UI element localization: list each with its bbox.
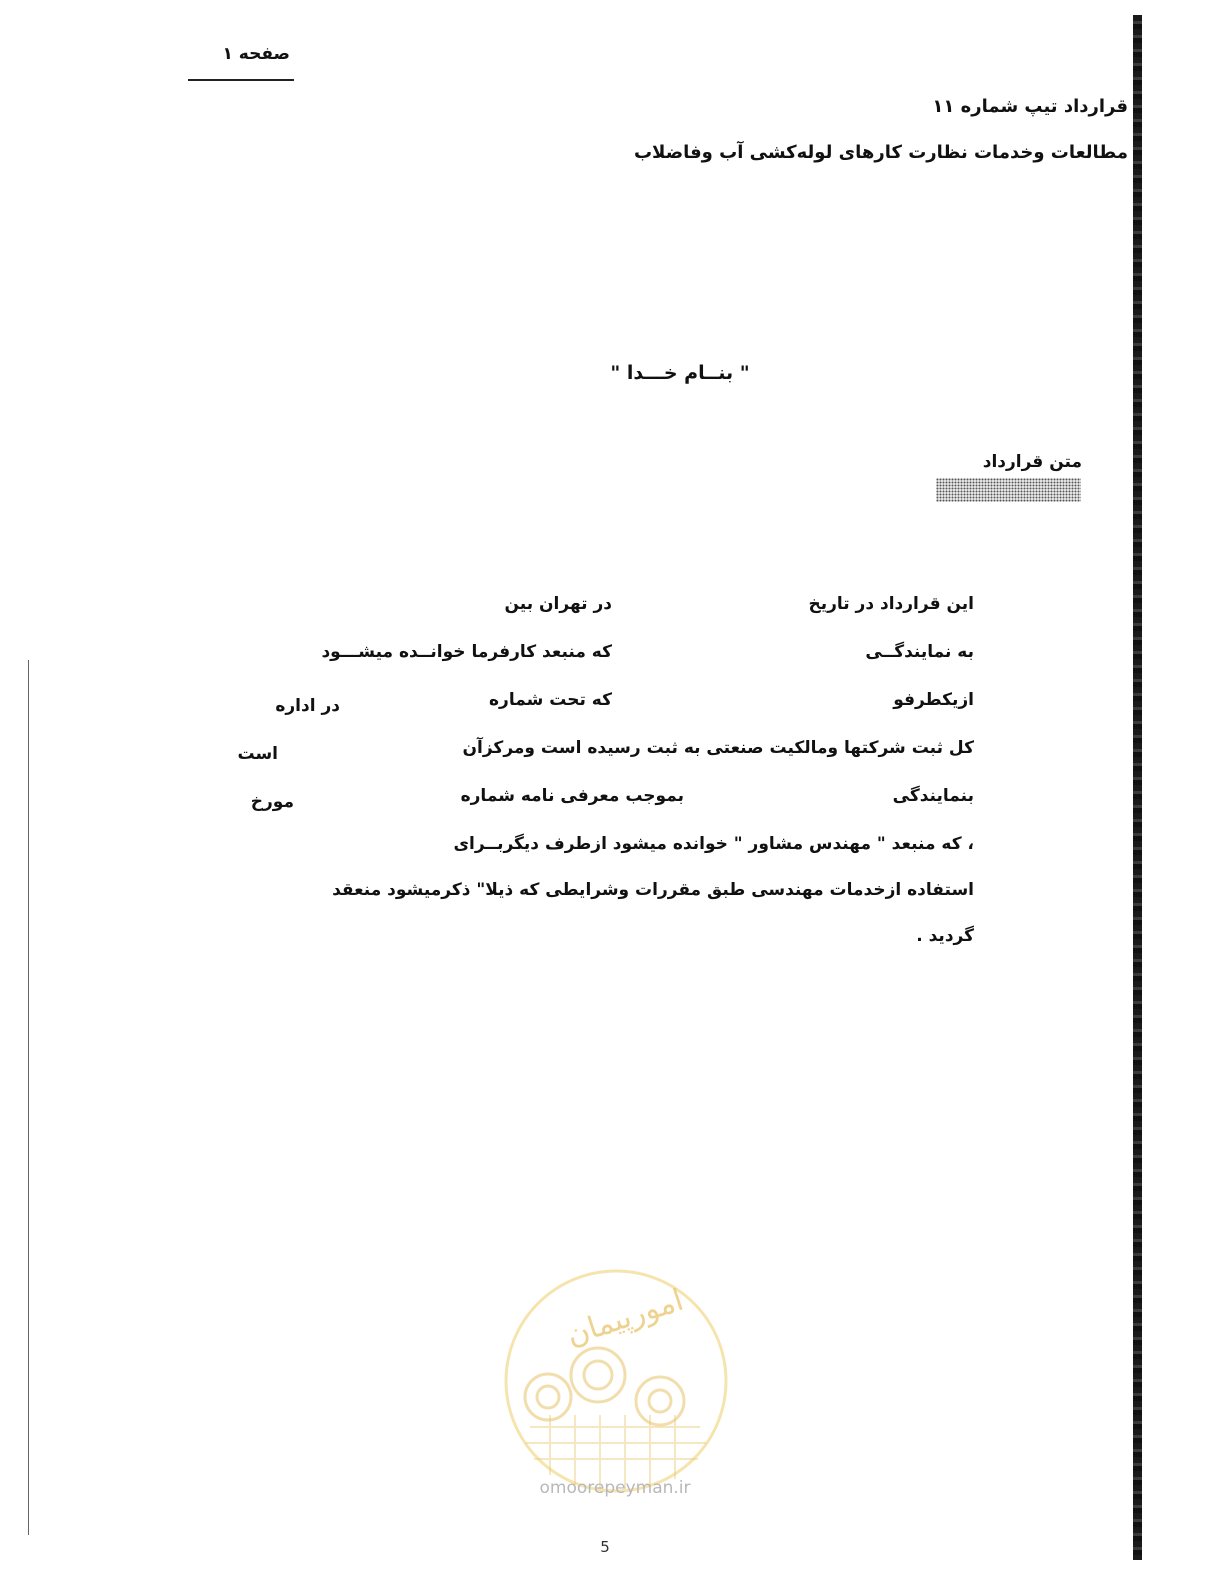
contract-line-5-date: مورخ — [250, 792, 294, 812]
contract-line-1-start: این قرارداد در تاریخ — [808, 594, 974, 614]
watermark-url: omoorepeyman.ir — [539, 1478, 691, 1498]
scan-binding-edge — [1133, 15, 1142, 1560]
contract-line-3-office: در اداره — [275, 696, 340, 716]
contract-line-2-employer: که منبعد کارفرما خوانــده میشـــود — [321, 642, 612, 662]
contract-subject-title: مطالعات وخدمات نظارت کارهای لوله‌کشی آب وفاضلاب — [633, 142, 1128, 163]
contract-line-1-city: در تهران بین — [504, 594, 612, 614]
contract-line-7: استفاده ازخدمات مهندسی طبق مقررات وشرایطی که ذیلا" ذکرمیشود منعقد — [332, 880, 974, 900]
contract-line-5-start: بنمایندگی — [892, 786, 974, 806]
contract-line-3-start: ازیکطرفو — [893, 690, 974, 710]
page-label: صفحه ۱ — [222, 44, 290, 64]
watermark-logo-text: امورپیمان — [562, 1282, 688, 1354]
page-number: 5 — [600, 1538, 610, 1556]
heading-underline-pattern — [936, 478, 1081, 502]
contract-line-8: گردید . — [916, 926, 974, 946]
contract-line-5-introduction: بموجب معرفی نامه شماره — [460, 786, 684, 806]
scan-margin-line — [28, 660, 29, 1535]
contract-line-4-end: است — [237, 744, 278, 764]
contract-type-title: قرارداد تیپ شماره ۱۱ — [932, 96, 1128, 117]
contract-line-3-registration: که تحت شماره — [489, 690, 612, 710]
section-heading: متن قرارداد — [982, 452, 1082, 472]
contract-line-4-start: کل ثبت شرکتها ومالکیت صنعتی به ثبت رسیده است ومرکزآن — [462, 738, 974, 758]
watermark-logo — [500, 1265, 732, 1497]
basmala: " بنــام خـــدا " — [610, 362, 750, 384]
contract-line-2-start: به نمایندگــی — [865, 642, 974, 662]
contract-line-6: ، که منبعد " مهندس مشاور " خوانده میشود ازطرف دیگربــرای — [453, 834, 974, 854]
page-label-underline — [188, 79, 294, 81]
